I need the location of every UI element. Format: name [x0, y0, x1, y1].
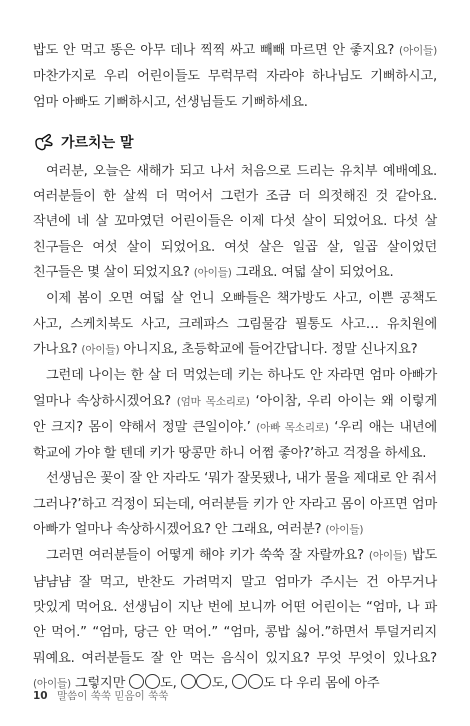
page-body	[33, 38, 437, 697]
children-response-tag-cont: 들)	[423, 45, 437, 57]
book-title: 말씀이 쑥쑥 믿음이 쑥쑥	[56, 690, 169, 702]
paragraph-2-end: 아니지요, 초등학교에 들어간답니다. 정말 신나지요?	[119, 341, 418, 357]
section-title: 가르치는 말	[61, 134, 134, 151]
paragraph-2	[33, 286, 437, 363]
paragraph-5-end: 도 다 우리 몸에 아주	[263, 675, 380, 691]
paragraph-2-text: 이제 봄이 오면 여덟 살 언니 오빠들은 책가방도 사고, 이쁜 공책도 사고, 스케치북도 사고, 크레파스 그림물감 필통도 사고… 유치원에 가나요?	[33, 291, 437, 357]
blank-circle-icon	[129, 674, 144, 689]
paragraph-3	[33, 363, 437, 466]
children-response-tag: (아이들)	[33, 677, 71, 690]
blank-circle-icon	[181, 674, 196, 689]
intro-text-2: 마찬가지로 우리 어린이들도 무럭무럭 자라야 하나님도 기뻐하시고, 엄마 아빠도 기뻐하시고, 선생님들도 기뻐하세요.	[33, 69, 437, 110]
paragraph-3-quote-1: ‘아이참, 우리 아이는 왜 이렇게 안 크지? 몸이 약해서 정말 큰일이야.’	[33, 393, 437, 435]
blank-suffix: 도,	[211, 675, 233, 691]
children-response-tag: (아이들)	[325, 524, 364, 537]
paragraph-5-lead: 그렇지만	[70, 675, 130, 691]
blank-circle-icon	[232, 674, 247, 689]
pointing-hand-icon	[33, 131, 55, 153]
section-heading	[33, 129, 437, 155]
father-voice-tag: (아빠 목소리로)	[256, 421, 329, 434]
paragraph-5-text: 그러면 여러분들이 어떻게 해야 키가 쑥쑥 잘 자랄까요?	[46, 548, 369, 564]
paragraph-4-text: 선생님은 꽃이 잘 안 자라도 ‘뭐가 잘못됐나, 내가 물을 제대로 안 줘서 그러나?’하고 걱정이 되는데, 여러분들 키가 안 자라고 몸이 아프면 엄마 아빠가 얼마나 속상하시겠어요? 안 그래요, 여러분?	[33, 471, 437, 538]
children-response-tag: (아이들)	[193, 267, 232, 280]
mother-voice-tag: (엄마 목소리로)	[176, 395, 250, 408]
paragraph-5-body: 밥도 냠냠냠 잘 먹고, 반찬도 가려먹지 말고 엄마가 주시는 건 아무거나 맛있게 먹어요. 선생님이 지난 번에 보니까 어떤 어린이는 “엄마, 나 파 안 먹어.” “엄마, 당근 안 먹어.” “엄마, 콩밥 싫어.”하면서 투덜거리지 뭐예요. 여러분들도 잘 안 먹는 음식이 있지요? 무엇 무엇이 있나요?	[33, 548, 437, 666]
blank-circle-icon	[196, 674, 211, 689]
paragraph-3-quote-2: ‘우리 애는 내년에 학교에 가야 할 텐데 키가 땅콩만 하니 어쩜 좋아?’하고 걱정을 하세요.	[33, 419, 438, 462]
paragraph-1	[33, 159, 437, 286]
intro-text-1: 밥도 안 먹고 똥은 아무 데나 찍찍 싸고 빼빼 마르면 안 좋지요?	[33, 43, 400, 58]
blank-suffix: 도,	[160, 675, 181, 691]
paragraph-4	[33, 466, 437, 543]
children-response-tag: (아이	[399, 45, 424, 57]
children-response-tag: (아이들)	[81, 343, 120, 356]
blank-circle-icon	[145, 674, 160, 689]
paragraph-5	[33, 543, 437, 697]
paragraph-1-text: 여러분, 오늘은 새해가 되고 나서 처음으로 드리는 유치부 예배예요. 여러분들이 한 살씩 더 먹어서 그런가 조금 더 의젓해진 것 같아요. 작년에 네 살 꼬마였던 어린이들은 이제 다섯 살이 되었어요. 다섯 살 친구들은 여섯 살이 되었어요. 여섯 살은 일곱 살, 일곱 살이었던 친구들은 몇 살이 되었지요?	[33, 163, 437, 281]
intro-paragraph	[33, 38, 437, 115]
children-response-tag: (아이들)	[368, 550, 407, 563]
blank-circle-icon	[248, 674, 263, 689]
paragraph-3-text: 그런데 나이는 한 살 더 먹었는데 키는 하나도 안 자라면 엄마 아빠가 얼마나 속상하시겠어요?	[33, 368, 437, 409]
paragraph-1-end: 그래요. 여덟 살이 되었어요.	[231, 265, 394, 281]
page-number: 10	[33, 690, 48, 702]
page-footer	[33, 688, 168, 703]
